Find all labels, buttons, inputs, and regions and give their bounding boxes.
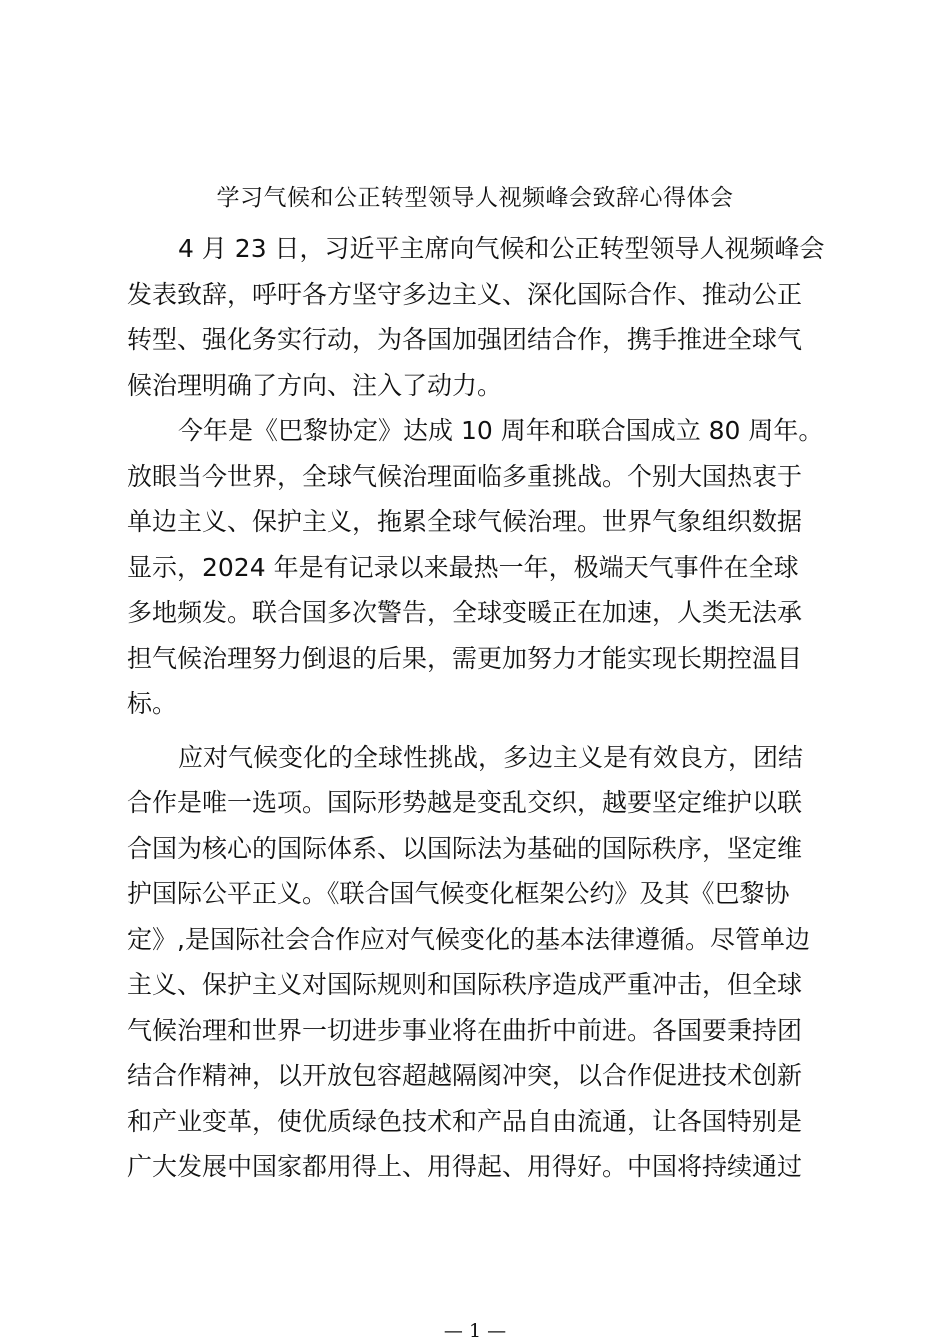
paragraph-line: 合国为核心的国际体系、以国际法为基础的国际秩序，坚定维 — [127, 833, 803, 863]
paragraph-line: 合作是唯一选项。国际形势越是变乱交织，越要坚定维护以联 — [127, 788, 803, 817]
paragraph-line: 放眼当今世界，全球气候治理面临多重挑战。个别大国热衷于 — [127, 461, 803, 491]
paragraph-line: 定》,是国际社会合作应对气候变化的基本法律遵循。尽管单边 — [127, 924, 810, 954]
paragraph-line: 标。 — [127, 689, 178, 718]
paragraph-line: 护国际公平正义。《联合国气候变化框架公约》及其《巴黎协 — [127, 879, 790, 908]
paragraph-line: 多地频发。联合国多次警告，全球变暖正在加速，人类无法承 — [127, 598, 803, 627]
paragraph-gap — [127, 727, 827, 735]
paragraph-line: 气候治理和世界一切进步事业将在曲折中前进。各国要秉持团 — [127, 1015, 803, 1045]
document-body — [127, 226, 827, 1190]
paragraph-2 — [127, 408, 827, 727]
paragraph-line: 转型、强化务实行动，为各国加强团结合作，携手推进全球气 — [127, 325, 803, 354]
document-title: 学习气候和公正转型领导人视频峰会致辞心得体会 — [216, 185, 734, 211]
paragraph-line: 显示，2024 年是有记录以来最热一年，极端天气事件在全球 — [127, 552, 799, 582]
paragraph-line: 发表致辞，呼吁各方坚守多边主义、深化国际合作、推动公正 — [127, 279, 803, 309]
paragraph-line: 广大发展中国家都用得上、用得起、用得好。中国将持续通过 — [127, 1152, 803, 1181]
paragraph-line: 应对气候变化的全球性挑战，多边主义是有效良方，团结 — [178, 742, 804, 772]
paragraph-line: 单边主义、保护主义，拖累全球气候治理。世界气象组织数据 — [127, 507, 803, 536]
paragraph-line: 和产业变革，使优质绿色技术和产品自由流通，让各国特别是 — [127, 1106, 803, 1136]
paragraph-line: 候治理明确了方向、注入了动力。 — [127, 370, 503, 400]
paragraph-3 — [127, 735, 827, 1190]
paragraph-line: 今年是《巴黎协定》达成 10 周年和联合国成立 80 周年。 — [178, 416, 824, 445]
paragraph-line: 结合作精神，以开放包容超越隔阂冲突，以合作促进技术创新 — [127, 1061, 803, 1090]
paragraph-line: 担气候治理努力倒退的后果，需更加努力才能实现长期控温目 — [127, 643, 803, 673]
paragraph-line: 主义、保护主义对国际规则和国际秩序造成严重冲击，但全球 — [127, 970, 803, 999]
paragraph-line: 4 月 23 日，习近平主席向气候和公正转型领导人视频峰会 — [178, 234, 825, 263]
page-number: — 1 — — [443, 1320, 507, 1342]
paragraph-1 — [127, 226, 827, 408]
